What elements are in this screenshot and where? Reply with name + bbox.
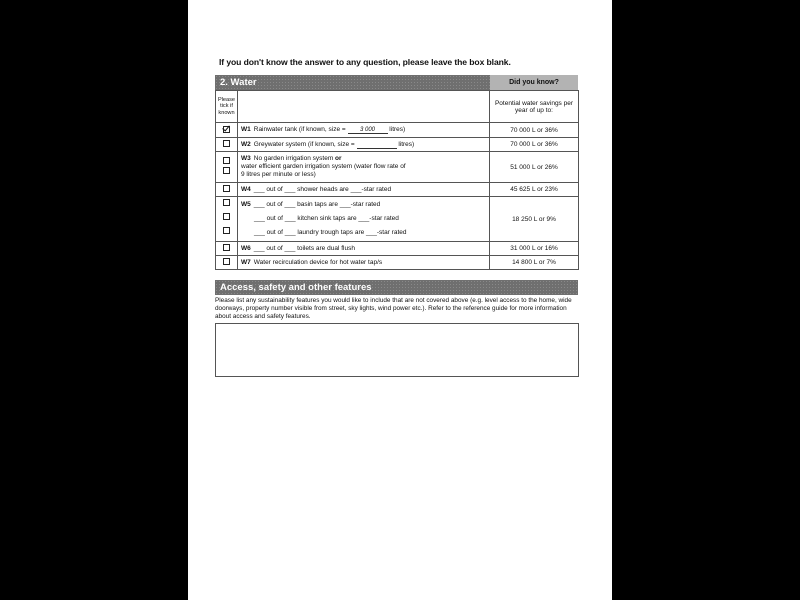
w6-text: ___ out of ___ toilets are dual flush	[253, 245, 355, 252]
w2-code: W2	[241, 140, 251, 148]
w2-size-field[interactable]	[357, 141, 397, 149]
w2-text-end: litres)	[396, 140, 415, 148]
table-row-w1	[216, 123, 579, 138]
savings-column-header: Potential water savings per year of up to:	[490, 91, 579, 123]
did-you-know-label: Did you know?	[490, 75, 578, 90]
access-features-input[interactable]	[215, 323, 579, 377]
w7-text: Water recirculation device for hot water tap/s	[253, 259, 383, 266]
table-row-w7	[216, 256, 579, 270]
w2-savings: 70 000 L or 36%	[490, 138, 579, 152]
table-row-w6	[216, 242, 579, 256]
table-row-w3	[216, 152, 579, 183]
w1-handwritten-size: 3 000	[359, 127, 375, 133]
w3-line3: 9 litres per minute or less)	[241, 171, 316, 178]
w6-checkbox[interactable]	[223, 244, 230, 251]
w5-kitchen-checkbox[interactable]	[223, 213, 230, 220]
w1-text-end: litres)	[387, 126, 406, 133]
w3-code: W3	[241, 155, 251, 162]
w1-checkbox[interactable]	[223, 126, 230, 133]
w6-savings: 31 000 L or 16%	[490, 242, 579, 256]
w5-line3: ___ out of ___ laundry trough taps are ___-star rated	[254, 229, 407, 236]
w3-line1: No garden irrigation system	[253, 155, 336, 162]
w4-savings: 45 625 L or 23%	[490, 183, 579, 197]
w5-line1: ___ out of ___ basin taps are ___-star rated	[253, 201, 381, 208]
w5-basin-checkbox[interactable]	[223, 199, 230, 206]
w1-size-field[interactable]	[348, 126, 388, 134]
access-section-title: Access, safety and other features	[220, 281, 372, 293]
tick-column-header: Please tick if known	[217, 96, 236, 116]
w3-or: or	[335, 155, 342, 162]
w3-efficient-irrigation-checkbox[interactable]	[223, 167, 230, 174]
w1-code: W1	[241, 126, 251, 133]
w2-text: Greywater system (if known, size =	[253, 140, 357, 148]
w6-code: W6	[241, 245, 251, 252]
water-table	[215, 90, 579, 270]
table-row-w4	[216, 183, 579, 197]
w4-checkbox[interactable]	[223, 185, 230, 192]
w1-text: Rainwater tank (if known, size =	[253, 126, 348, 133]
w5-laundry-checkbox[interactable]	[223, 227, 230, 234]
table-header-row	[216, 91, 579, 123]
w1-savings: 70 000 L or 36%	[490, 123, 579, 138]
access-description: Please list any sustainability features you would like to include that are not covered above (e.g. level access to the home, wide doorways, property number visible from street, sky lights, wind power etc.). Refer to the reference guide for more information about access and safety features.	[215, 297, 572, 320]
table-row-w5	[216, 197, 579, 242]
w7-checkbox[interactable]	[223, 258, 230, 265]
table-row-w2	[216, 138, 579, 152]
access-section-header	[215, 280, 578, 295]
w3-no-irrigation-checkbox[interactable]	[223, 157, 230, 164]
w5-savings: 18 250 L or 9%	[490, 197, 579, 242]
w7-savings: 14 800 L or 7%	[490, 256, 579, 270]
w2-checkbox[interactable]	[223, 140, 230, 147]
w4-code: W4	[241, 186, 251, 193]
form-page	[188, 0, 612, 600]
w4-text: ___ out of ___ shower heads are ___-star rated	[253, 186, 392, 193]
w3-savings: 51 000 L or 26%	[490, 152, 579, 183]
water-section-header	[215, 75, 578, 90]
water-section-title: 2. Water	[220, 76, 257, 88]
w5-line2: ___ out of ___ kitchen sink taps are ___-star rated	[254, 215, 399, 222]
instruction-text: If you don't know the answer to any question, please leave the box blank.	[219, 57, 511, 67]
w5-code: W5	[241, 201, 251, 208]
w3-line2: water efficient garden irrigation system (water flow rate of	[241, 163, 406, 170]
w7-code: W7	[241, 259, 251, 266]
